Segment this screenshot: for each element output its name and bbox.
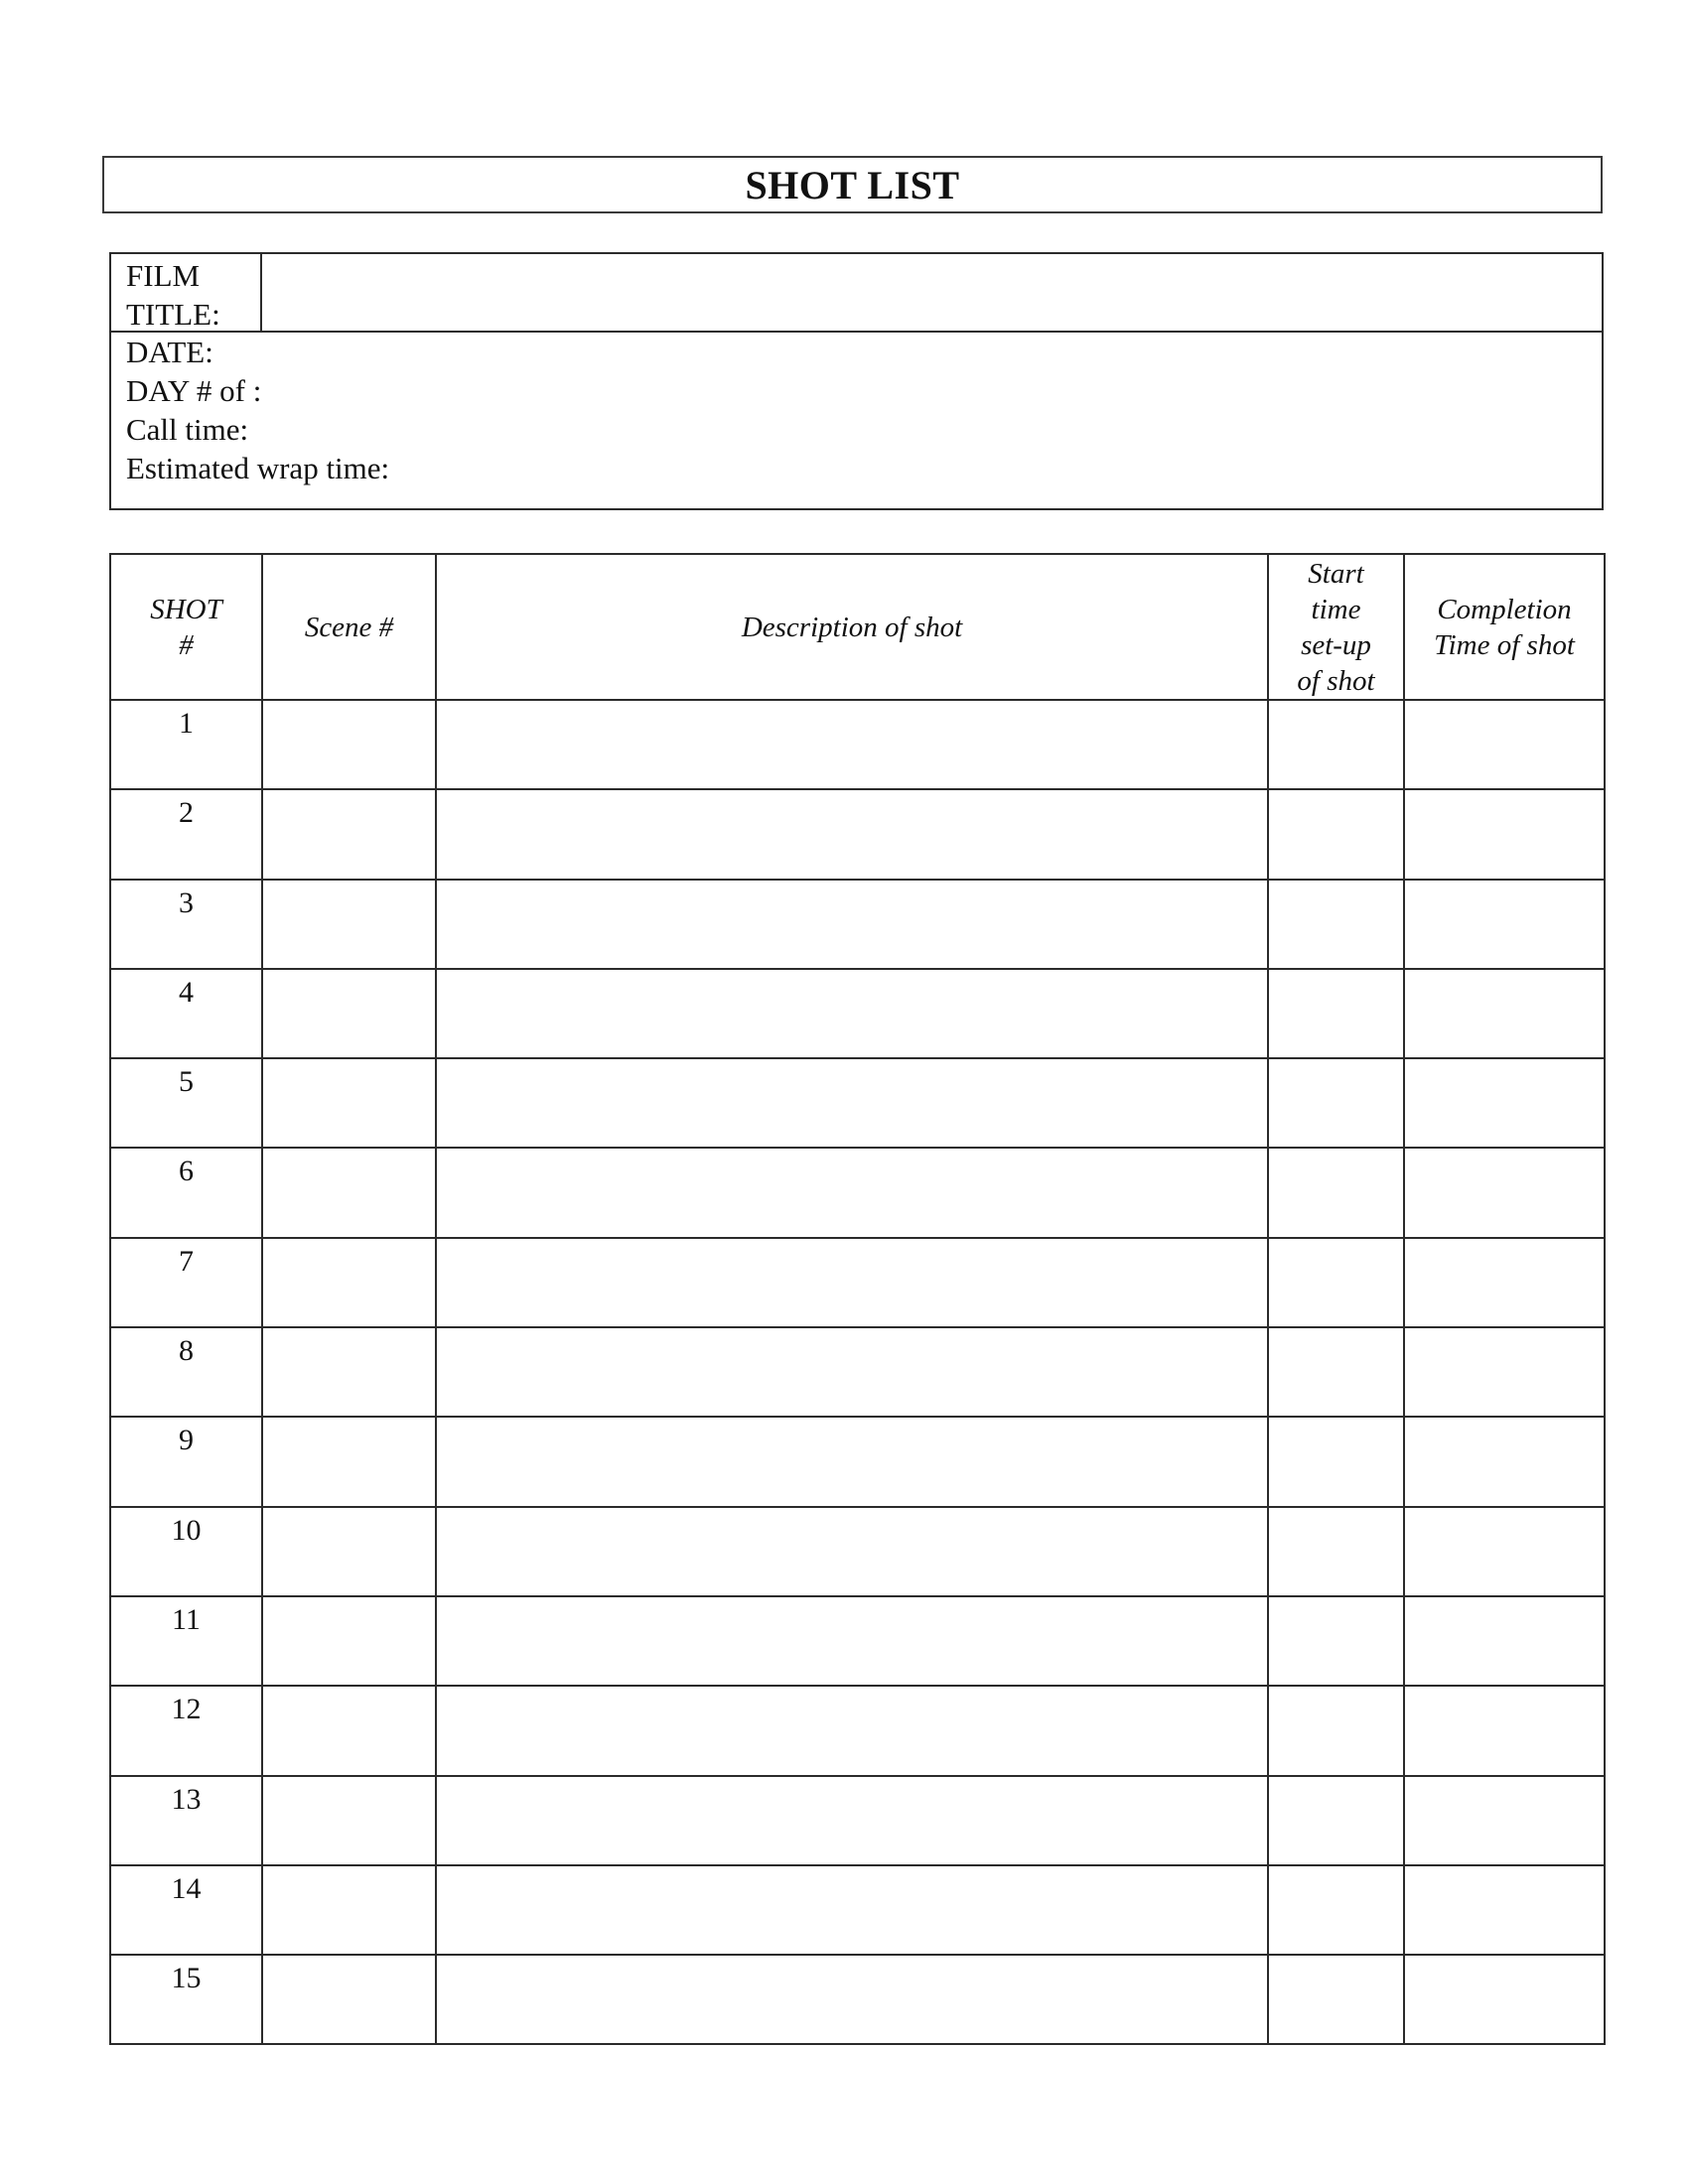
- header-completion-line1: Completion: [1437, 593, 1572, 625]
- shot-number: 6: [179, 1155, 194, 1188]
- shot-number-cell: [110, 969, 262, 1058]
- shot-number-cell: [110, 1686, 262, 1775]
- shot-number-cell: [110, 700, 262, 789]
- table-row: [110, 1955, 1605, 2044]
- shot-number: 13: [171, 1782, 202, 1816]
- scene-cell[interactable]: [262, 880, 436, 969]
- shot-rows: [110, 700, 1605, 2044]
- shot-number-cell: [110, 1238, 262, 1327]
- completion-time-cell[interactable]: [1404, 1955, 1605, 2044]
- scene-cell[interactable]: [262, 1686, 436, 1775]
- description-cell[interactable]: [436, 969, 1268, 1058]
- completion-time-cell[interactable]: [1404, 880, 1605, 969]
- completion-time-cell[interactable]: [1404, 969, 1605, 1058]
- table-row: [110, 1686, 1605, 1775]
- completion-time-cell[interactable]: [1404, 1686, 1605, 1775]
- shot-number: 4: [179, 975, 194, 1009]
- description-cell[interactable]: [436, 1507, 1268, 1596]
- shot-number-cell: [110, 789, 262, 879]
- table-row: [110, 1865, 1605, 1955]
- shot-number: 10: [171, 1513, 202, 1547]
- day-number-label: DAY # of :: [126, 373, 262, 408]
- scene-cell[interactable]: [262, 789, 436, 879]
- start-time-cell[interactable]: [1268, 969, 1404, 1058]
- start-time-cell[interactable]: [1268, 1058, 1404, 1148]
- production-info-box: [109, 252, 1604, 510]
- shot-number: 5: [179, 1065, 194, 1099]
- scene-cell[interactable]: [262, 1596, 436, 1686]
- shot-number: 12: [171, 1693, 202, 1726]
- start-time-cell[interactable]: [1268, 1955, 1404, 2044]
- shot-number: 11: [172, 1602, 201, 1636]
- completion-time-cell[interactable]: [1404, 789, 1605, 879]
- film-title-field[interactable]: [262, 254, 1602, 331]
- description-cell[interactable]: [436, 1058, 1268, 1148]
- start-time-cell[interactable]: [1268, 1596, 1404, 1686]
- header-start-time: [1268, 554, 1404, 700]
- completion-time-cell[interactable]: [1404, 1776, 1605, 1865]
- table-row: [110, 880, 1605, 969]
- description-cell[interactable]: [436, 1417, 1268, 1506]
- shot-number-cell: [110, 1058, 262, 1148]
- date-label: DATE:: [126, 335, 213, 369]
- completion-time-cell[interactable]: [1404, 1507, 1605, 1596]
- shot-number-cell: [110, 1776, 262, 1865]
- call-time-label: Call time:: [126, 412, 249, 447]
- table-row: [110, 1507, 1605, 1596]
- scene-cell[interactable]: [262, 1148, 436, 1237]
- description-cell[interactable]: [436, 1686, 1268, 1775]
- completion-time-cell[interactable]: [1404, 1596, 1605, 1686]
- header-start-line1: Start: [1308, 557, 1364, 590]
- table-row: [110, 1327, 1605, 1417]
- shot-number-cell: [110, 1327, 262, 1417]
- schedule-details[interactable]: [111, 333, 1602, 508]
- table-header-row: [110, 554, 1605, 700]
- shot-number-cell: [110, 1955, 262, 2044]
- start-time-cell[interactable]: [1268, 700, 1404, 789]
- header-completion-line2: Time of shot: [1434, 628, 1575, 661]
- start-time-cell[interactable]: [1268, 1865, 1404, 1955]
- shot-number: 2: [179, 796, 194, 830]
- table-row: [110, 1596, 1605, 1686]
- description-cell[interactable]: [436, 1955, 1268, 2044]
- start-time-cell[interactable]: [1268, 1327, 1404, 1417]
- film-title-label-line2: TITLE:: [126, 297, 220, 332]
- header-scene-label: Scene #: [304, 611, 394, 643]
- description-cell[interactable]: [436, 880, 1268, 969]
- shot-number: 14: [171, 1871, 202, 1905]
- table-row: [110, 1776, 1605, 1865]
- shot-number-cell: [110, 880, 262, 969]
- header-description: [436, 554, 1268, 700]
- estimated-wrap-time-label: Estimated wrap time:: [126, 451, 390, 485]
- start-time-cell[interactable]: [1268, 1507, 1404, 1596]
- scene-cell[interactable]: [262, 1327, 436, 1417]
- description-cell[interactable]: [436, 789, 1268, 879]
- table-row: [110, 1148, 1605, 1237]
- header-completion-time: [1404, 554, 1605, 700]
- header-start-line2: time: [1311, 593, 1361, 625]
- description-cell[interactable]: [436, 1776, 1268, 1865]
- header-shot-number: [110, 554, 262, 700]
- header-start-line4: of shot: [1297, 664, 1375, 697]
- shot-number: 15: [171, 1962, 202, 1995]
- film-title-label-cell: [111, 254, 262, 331]
- shot-number-cell: [110, 1596, 262, 1686]
- description-cell[interactable]: [436, 700, 1268, 789]
- completion-time-cell[interactable]: [1404, 1058, 1605, 1148]
- scene-cell[interactable]: [262, 700, 436, 789]
- scene-cell[interactable]: [262, 969, 436, 1058]
- shot-number-cell: [110, 1507, 262, 1596]
- table-row: [110, 969, 1605, 1058]
- start-time-cell[interactable]: [1268, 1148, 1404, 1237]
- completion-time-cell[interactable]: [1404, 700, 1605, 789]
- shot-number-cell: [110, 1417, 262, 1506]
- header-description-label: Description of shot: [741, 611, 963, 643]
- document-title: SHOT LIST: [745, 163, 960, 207]
- start-time-cell[interactable]: [1268, 1238, 1404, 1327]
- scene-cell[interactable]: [262, 1865, 436, 1955]
- shot-number: 9: [179, 1424, 194, 1457]
- scene-cell[interactable]: [262, 1507, 436, 1596]
- shot-list-table: [109, 553, 1606, 2045]
- start-time-cell[interactable]: [1268, 880, 1404, 969]
- description-cell[interactable]: [436, 1596, 1268, 1686]
- completion-time-cell[interactable]: [1404, 1148, 1605, 1237]
- scene-cell[interactable]: [262, 1058, 436, 1148]
- start-time-cell[interactable]: [1268, 789, 1404, 879]
- film-title-label-line1: FILM: [126, 258, 201, 293]
- header-scene-number: [262, 554, 436, 700]
- completion-time-cell[interactable]: [1404, 1327, 1605, 1417]
- description-cell[interactable]: [436, 1238, 1268, 1327]
- scene-cell[interactable]: [262, 1417, 436, 1506]
- description-cell[interactable]: [436, 1148, 1268, 1237]
- scene-cell[interactable]: [262, 1955, 436, 2044]
- completion-time-cell[interactable]: [1404, 1238, 1605, 1327]
- completion-time-cell[interactable]: [1404, 1417, 1605, 1506]
- header-start-line3: set-up: [1301, 628, 1371, 661]
- table-row: [110, 1238, 1605, 1327]
- table-row: [110, 1417, 1605, 1506]
- shot-number-cell: [110, 1865, 262, 1955]
- shot-number: 7: [179, 1244, 194, 1278]
- document-title-box: [102, 156, 1603, 213]
- film-title-row: [111, 254, 1602, 333]
- table-row: [110, 1058, 1605, 1148]
- completion-time-cell[interactable]: [1404, 1865, 1605, 1955]
- scene-cell[interactable]: [262, 1776, 436, 1865]
- description-cell[interactable]: [436, 1327, 1268, 1417]
- shot-number: 8: [179, 1334, 194, 1368]
- table-row: [110, 700, 1605, 789]
- description-cell[interactable]: [436, 1865, 1268, 1955]
- shot-number-cell: [110, 1148, 262, 1237]
- start-time-cell[interactable]: [1268, 1776, 1404, 1865]
- shot-number: 3: [179, 886, 194, 919]
- table-row: [110, 789, 1605, 879]
- scene-cell[interactable]: [262, 1238, 436, 1327]
- shot-number: 1: [179, 707, 194, 740]
- start-time-cell[interactable]: [1268, 1417, 1404, 1506]
- header-shot-line1: SHOT: [150, 593, 222, 625]
- header-shot-line2: #: [179, 628, 194, 661]
- start-time-cell[interactable]: [1268, 1686, 1404, 1775]
